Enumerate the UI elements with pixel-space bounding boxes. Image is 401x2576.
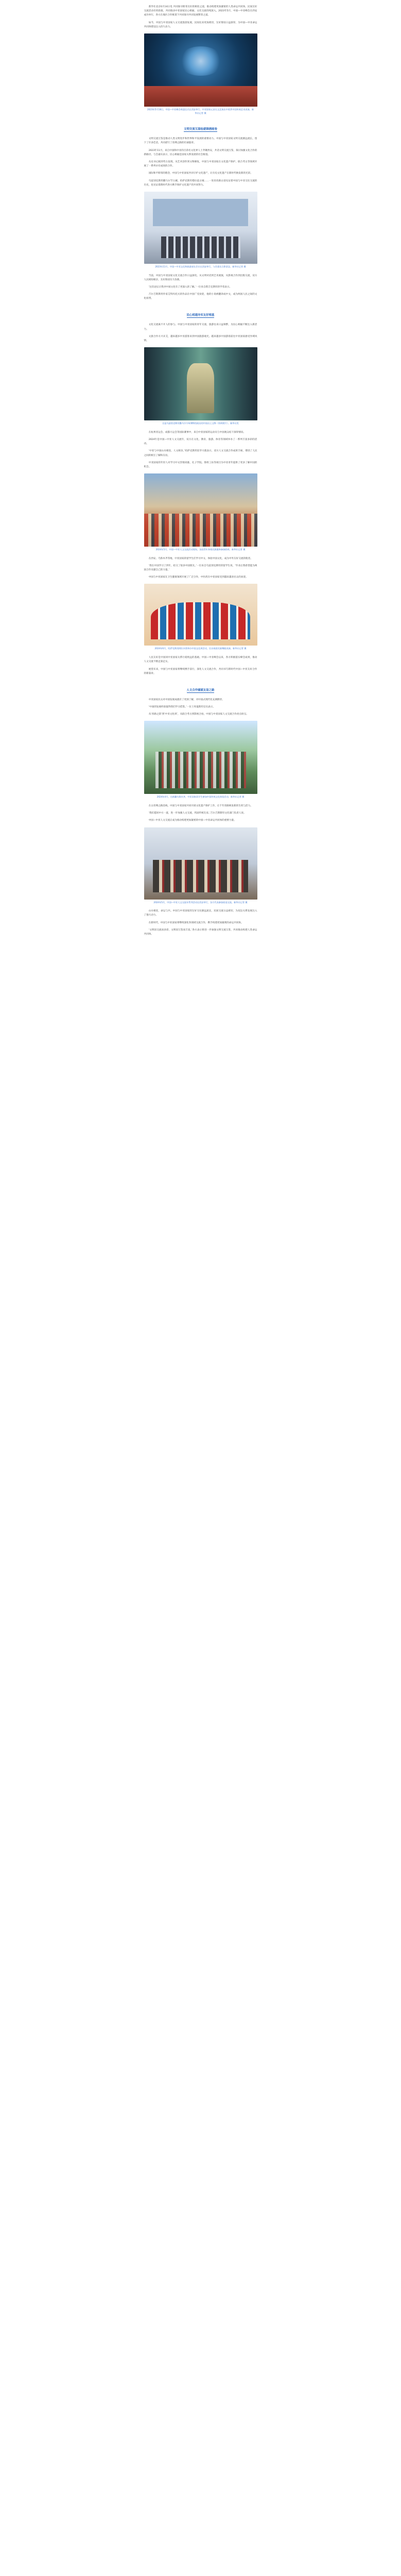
paragraph: 文明交流互鉴是推动人类文明进步和世界和平发展的重要动力。中国与中亚国家文明交流源远流长，留下了许多佳话，共同谱写了丝绸之路的壮丽篇章。 [144,138,257,145]
paragraph: 人民友好是中国同中亚国家关系行稳致远的基础。中国—中亚峰会以来，各方积极落实峰会成果，推动人文交流不断走深走实。 [144,656,257,664]
photo-caption: 2023年11月，中国—中亚文化和旅游部长会议在西安举行，与会嘉宾合影留念。新华社记者 摄 [155,265,246,268]
paragraph: 如今，中国与中亚国家人文交流蓬勃发展，民间往来更加密切，友好情谊日益深厚，为中国—中亚命运共同体建设注入持久动力。 [144,21,257,28]
paragraph: ‘这次论坛让我对中国文化有了更深入的了解。’一位来自塔吉克斯坦的学者表示。 [148,285,232,289]
photo-caption: 2024年5月，中国—中亚人文交流活动现场，各国青年身着民族服饰参加联欢。新华社记者 摄 [155,548,246,551]
photo-meeting [144,827,257,900]
figure [144,827,257,905]
paragraph: 中亚国家民众对中国发展成就有了更深了解，对中国式现代化充满期待。 [148,698,224,701]
photo-stage-performance [144,33,257,107]
photo-caption: 这是乌兹别克斯坦撒马尔罕州博物馆展出的中国出土文物（资料照片）。新华社发 [162,422,239,425]
section-heading [144,308,257,318]
paragraph: 2023年11月，来自中国和中亚的百余名文化界人士齐聚西安，共话文明交流互鉴，探讨加强文化合作的新路径。与会嘉宾表示，民心相通是国家关系发展的社会根基。 [144,149,257,156]
figure [144,192,257,269]
section-title: 人文合作铺就友谊之路 [186,688,215,692]
paragraph: 展望未来，中国与中亚国家将继续携手前行，深化人文交流合作，共同书写新时代中国—中亚友好合作的新篇章。 [144,668,257,675]
paragraph: ‘我在中国学习了四年，结交了很多中国朋友。’一位来自乌兹别克斯坦的留学生说，‘毕业后我希望能为两国合作贡献自己的力量。’ [144,564,257,572]
paragraph: 新华社北京6月14日电 共同探寻睦邻友好的相处之道，推动构建更加紧密的人类命运共同体。民间友好交流活动有机衔接，共同推动中亚国家民心相通、文化交流持续深入。2023年5月，中国—中亚峰会在西安成功举行，各方在地区合作框架下共同探寻共同发展繁荣之道。 [144,6,257,17]
figure [144,473,257,552]
paragraph: 乌兹别克斯坦撒马尔罕古城、哈萨克斯坦塔拉兹古城……一处处丝路古迹见证着中国与中亚交往交流的历史，也见证着新时代各方携手保护文化遗产的共同努力。 [144,179,257,187]
paragraph: 在杭州亚运会、成都大运会等国际赛事中，来自中亚国家的运动员与中国观众结下深厚情谊。 [148,431,246,434]
paragraph: 中国—中亚人文交流正成为推动构建更加紧密的中国—中亚命运共同体的重要力量。 [148,819,236,822]
photo-caption: 2024年4月，在新疆乌鲁木齐，中亚国家留学生参加中国传统文化体验活动。新华社记者 摄 [156,795,245,799]
paragraph: 在新时代，中国与中亚国家将继续深化各领域交流合作，携手构建更加紧密的命运共同体。 [148,921,243,924]
paragraph: 2024年是中国—中亚人文交流年，双方在文化、教育、旅游、体育等领域举办了一系列丰富多彩的活动。 [144,438,257,446]
paragraph: 山水相连，命运与共。中国与中亚国家的友好交往源远流长，民间交流日益密切，为双边关系发展注入了强大动力。 [144,910,257,917]
figure [144,347,257,426]
paragraph: 中亚国家的年轻人对学习中文热情高涨，孔子学院、鲁班工坊等项目为中亚青年提供了更多了解中国的机会。 [144,461,257,468]
figure [144,721,257,799]
paragraph: 中国与中亚国家在卫生健康领域开展了广泛合作，中医药在中亚国家受到越来越多民众的欢迎。 [148,576,248,579]
section-title: 文明交流互鉴绘就锦绣画卷 [184,128,217,131]
article [144,0,257,937]
photo-artifact [144,347,257,420]
paragraph: ‘文明因交流而多彩，文明因互鉴而丰富。’各方表示将进一步加强文明交流互鉴，共同推动构建人类命运共同体。 [144,928,257,936]
paragraph: 当前，中国与中亚国家文化交流合作日益深化。从文明对话到艺术展演，从影视合作到出版交流，双方人民相知相亲，友好情谊历久弥新。 [144,274,257,281]
photo-park [144,721,257,794]
photo-crowd [144,473,257,547]
photo-caption: 2024年5月，中国—中亚人文交流年系列活动在西安举行，各方代表参加座谈交流。新华社记者 摄 [153,901,248,904]
figure [144,33,257,115]
section-heading [144,683,257,693]
paragraph: 在西安、乌鲁木齐等地，中亚国家的留学生们学习中文、体验中国文化，成为中外友好交流的使者。 [148,557,253,560]
photo-caption: 2023年5月18日，中国—中亚峰会欢迎仪式在西安举行。中亚国家元首在文艺演出中欣赏中国传统艺术表演。新华社记者 摄 [147,108,254,114]
photo-forum [144,192,257,264]
paragraph: ‘中国的发展经验值得我们学习借鉴。’一位土库曼斯坦官员表示。 [148,706,215,709]
figure [144,584,257,651]
paragraph: 文旅合作方兴未艾，越来越多中亚游客来到中国旅游观光，越来越多中国游客前往中亚国家感受异域风情。 [144,335,257,342]
paragraph: ‘我们愿同中方一道，进一步加强人文交流，巩固传统友谊。’吉尔吉斯斯坦文化部门负责人说。 [148,812,246,815]
paragraph: 国际和平睦邻的理念，中国与中亚国家共同守护文化遗产，让历史文化遗产在新时代焕发新的光彩。 [148,172,253,175]
paragraph: ‘中亚与中国山水相连、人文相亲。’哈萨克斯坦驻华大使表示，双方人文交流合作成果丰硕，增进了人民之间的相互了解和友谊。 [144,450,257,457]
photo-dance [144,584,257,646]
section-heading [144,122,257,132]
section-title: 民心相通夯实友好根基 [186,314,215,317]
paragraph: 文化交流离不开人的参与。中国与中亚国家的青年交流、旅游往来日益频繁，为民心相通不断注入新活力。 [144,324,257,331]
paragraph: 吉尔吉斯斯坦作家艾特玛托夫的作品在中国广受欢迎，他的小说被翻译成中文，成为两国人民之间的文化纽带。 [144,293,257,300]
photo-caption: 2024年6月，哈萨克斯坦阿拉木图举办中国文化周活动，民众观看民族舞蹈表演。新华社记者 摄 [154,647,247,650]
paragraph: 从‘丝路之韵’到‘中亚文化周’，从联合考古到影视合拍，中国与中亚国家人文交流合作亮点纷呈。 [148,713,249,716]
paragraph: 从史书记载到考古发现，从艺术创作到文物修复，中国与中亚国家在文化遗产保护、联合考古等领域开展了一系列卓有成效的合作。 [144,160,257,168]
paragraph: 在古丝绸之路沿线，中国与中亚国家共同开展文化遗产保护工作，让千年丝路焕发新的生机与活力。 [148,805,253,808]
